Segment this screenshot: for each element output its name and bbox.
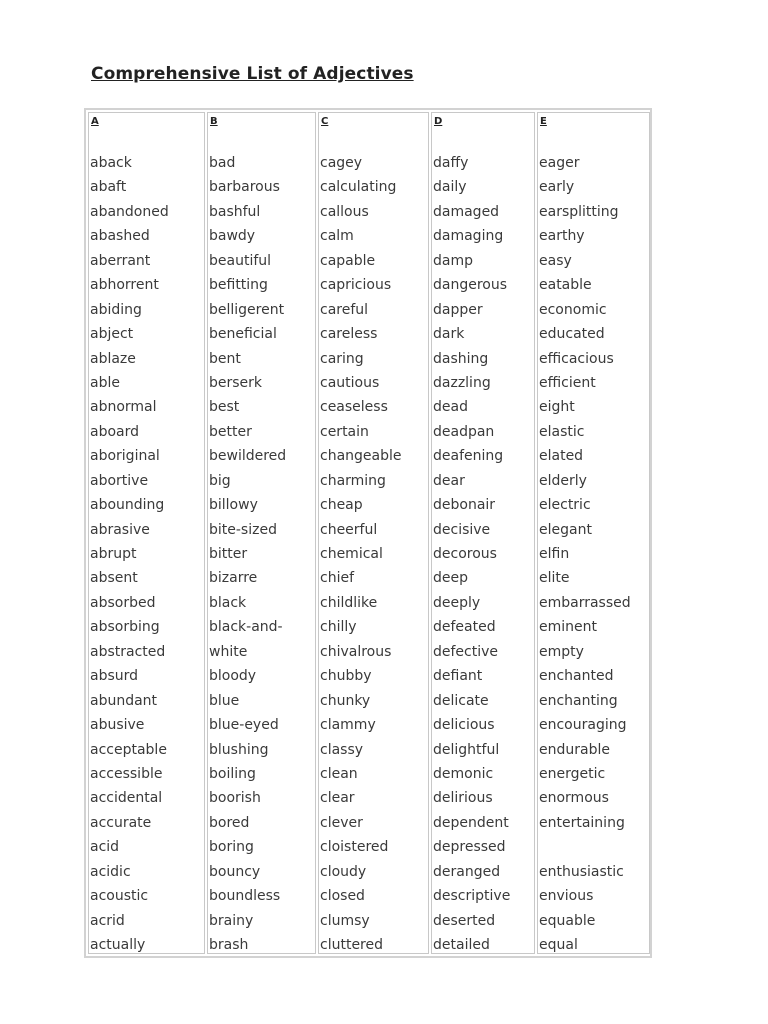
list-item: enchanted [539, 668, 614, 685]
list-item: defective [433, 643, 499, 660]
list-item: bashful [209, 203, 261, 220]
list-item: cheerful [320, 521, 378, 538]
column-d [431, 112, 535, 954]
list-item: acrid [90, 912, 125, 929]
list-item: bitter [209, 546, 248, 562]
list-item: entertaining [539, 814, 625, 831]
list-item: boundless [209, 888, 281, 905]
list-item: chunky [320, 692, 371, 709]
list-item: clear [320, 790, 355, 807]
list-item: barbarous [209, 179, 280, 196]
list-item: berserk [209, 374, 263, 391]
list-item: billowy [209, 497, 258, 514]
list-item: deep [433, 570, 468, 587]
list-item: efficacious [539, 350, 614, 367]
list-item: bite-sized [209, 521, 277, 538]
list-item: calculating [320, 179, 397, 196]
list-item: bewildered [209, 448, 287, 465]
list-item: accurate [90, 814, 152, 831]
list-item: absent [90, 570, 138, 587]
list-item: abrupt [90, 546, 137, 562]
list-item: deafening [433, 448, 504, 465]
list-item: defeated [433, 619, 496, 636]
list-item: abandoned [90, 203, 169, 220]
list-item: abounding [90, 497, 165, 514]
list-item: dazzling [433, 374, 491, 391]
list-item: big [209, 472, 231, 489]
list-item: elderly [539, 472, 587, 489]
list-item: bizarre [209, 570, 258, 587]
list-item: cloudy [320, 863, 367, 880]
list-item: defiant [433, 668, 483, 685]
list-item: efficient [539, 374, 596, 391]
list-item: ablaze [90, 350, 136, 367]
list-item: detailed [433, 937, 490, 953]
list-item: aboriginal [90, 448, 160, 465]
list-item: descriptive [433, 888, 511, 905]
list-item: blushing [209, 741, 269, 758]
list-item: elite [539, 570, 570, 587]
list-item: aboard [90, 423, 140, 440]
list-item: abhorrent [90, 277, 159, 294]
list-item: abnormal [90, 399, 157, 416]
list-item: damaged [433, 203, 500, 220]
list-item: charming [320, 472, 386, 489]
list-item: deadpan [433, 423, 495, 440]
list-item: enormous [539, 790, 609, 807]
list-item: bad [209, 155, 236, 171]
column-e [537, 112, 650, 954]
list-item: acidic [90, 863, 131, 880]
list-item: aback [90, 155, 132, 171]
list-item: chivalrous [320, 643, 392, 660]
list-item: better [209, 423, 252, 440]
column-header: D [434, 116, 443, 127]
list-item: befitting [209, 277, 268, 294]
list-item: clammy [320, 717, 376, 734]
list-item: enchanting [539, 692, 618, 709]
list-item: easy [539, 252, 572, 269]
list-item: chilly [320, 619, 357, 636]
list-item: dashing [433, 350, 489, 367]
list-item: bawdy [209, 228, 256, 245]
list-item: chemical [320, 546, 383, 562]
list-item: belligerent [209, 301, 285, 318]
list-item: callous [320, 203, 369, 220]
list-item: boorish [209, 790, 261, 807]
list-item: enthusiastic [539, 863, 624, 880]
list-item: black [209, 594, 247, 611]
list-item: elegant [539, 521, 592, 538]
list-item: boiling [209, 765, 256, 782]
list-item: envious [539, 888, 594, 905]
list-item: dead [433, 399, 468, 416]
list-item: elastic [539, 423, 585, 440]
list-item: dapper [433, 301, 483, 318]
list-item: electric [539, 497, 591, 514]
column-c [318, 112, 429, 954]
list-item: classy [320, 741, 364, 758]
list-item: damaging [433, 228, 504, 245]
list-item: damp [433, 252, 473, 269]
word-list [320, 151, 402, 954]
list-item: bouncy [209, 863, 261, 880]
list-item: encouraging [539, 717, 627, 734]
list-item: acid [90, 839, 120, 856]
word-list [90, 151, 169, 954]
list-item: cheap [320, 497, 363, 514]
list-item: eminent [539, 619, 597, 636]
list-item: calm [320, 228, 354, 245]
list-item: best [209, 399, 240, 416]
list-item: abusive [90, 717, 145, 734]
list-item: brainy [209, 912, 254, 929]
list-item [539, 835, 631, 859]
list-item: deserted [433, 912, 496, 929]
list-item: dark [433, 326, 465, 343]
word-list [433, 151, 510, 954]
list-item: deeply [433, 594, 481, 611]
list-item: cluttered [320, 937, 383, 953]
list-item: white [209, 643, 248, 660]
list-item: abashed [90, 228, 150, 245]
list-item: endurable [539, 741, 610, 758]
list-item: absurd [90, 668, 139, 685]
list-item: eight [539, 399, 575, 416]
list-item: bloody [209, 668, 257, 685]
list-item: childlike [320, 594, 378, 611]
list-item: actually [90, 937, 146, 953]
list-item: delicious [433, 717, 495, 734]
list-item: beneficial [209, 326, 277, 343]
list-item: daily [433, 179, 467, 196]
column-header: A [91, 116, 99, 127]
list-item: delicate [433, 692, 489, 709]
list-item: daffy [433, 155, 469, 171]
list-item: blue-eyed [209, 717, 279, 734]
list-item: energetic [539, 765, 606, 782]
list-item: eager [539, 155, 580, 171]
list-item: ceaseless [320, 399, 388, 416]
list-item: accidental [90, 790, 163, 807]
list-item: cloistered [320, 839, 389, 856]
list-item: changeable [320, 448, 402, 465]
list-item: aberrant [90, 252, 151, 269]
list-item: boring [209, 839, 254, 856]
list-item: chubby [320, 668, 372, 685]
column-header: C [321, 116, 329, 127]
list-item: blue [209, 692, 240, 709]
list-item: capricious [320, 277, 392, 294]
list-item: chief [320, 570, 355, 587]
column-b [207, 112, 316, 954]
list-item: empty [539, 643, 584, 660]
list-item: equable [539, 912, 596, 929]
list-item: acoustic [90, 888, 149, 905]
page-title: Comprehensive List of Adjectives [91, 64, 414, 84]
list-item: certain [320, 423, 369, 440]
list-item: delirious [433, 790, 493, 807]
list-item: equal [539, 937, 578, 953]
list-item: careless [320, 326, 378, 343]
list-item: elated [539, 448, 584, 465]
column-a [88, 112, 205, 954]
adjectives-table [84, 108, 652, 958]
list-item: careful [320, 301, 369, 318]
list-item: absorbed [90, 594, 156, 611]
list-item: able [90, 374, 120, 391]
list-item: acceptable [90, 741, 167, 758]
list-item: abject [90, 326, 134, 343]
list-item: black-and- [209, 619, 283, 636]
list-item: earsplitting [539, 203, 619, 220]
list-item: abaft [90, 179, 127, 196]
list-item: depressed [433, 839, 506, 856]
list-item: abrasive [90, 521, 150, 538]
list-item: clever [320, 814, 363, 831]
list-item: educated [539, 326, 605, 343]
list-item: debonair [433, 497, 496, 514]
list-item: abstracted [90, 643, 166, 660]
list-item: decisive [433, 521, 491, 538]
list-item: clumsy [320, 912, 370, 929]
list-item: dependent [433, 814, 509, 831]
list-item: abortive [90, 472, 149, 489]
list-item: absorbing [90, 619, 160, 636]
word-list [539, 151, 631, 954]
list-item: cautious [320, 374, 380, 391]
list-item: demonic [433, 765, 494, 782]
list-item: decorous [433, 546, 497, 562]
list-item: elfin [539, 546, 570, 562]
list-item: accessible [90, 765, 163, 782]
list-item: dangerous [433, 277, 508, 294]
list-item: economic [539, 301, 607, 318]
list-item: clean [320, 765, 358, 782]
list-item: cagey [320, 155, 363, 171]
list-item: abundant [90, 692, 158, 709]
column-header: E [540, 116, 547, 127]
list-item: caring [320, 350, 364, 367]
list-item: earthy [539, 228, 585, 245]
list-item: capable [320, 252, 376, 269]
list-item: closed [320, 888, 365, 905]
list-item: early [539, 179, 575, 196]
list-item: beautiful [209, 252, 272, 269]
list-item: bent [209, 350, 241, 367]
list-item: deranged [433, 863, 501, 880]
list-item: embarrassed [539, 594, 631, 611]
word-list [209, 151, 286, 954]
list-item: bored [209, 814, 250, 831]
list-item: delightful [433, 741, 500, 758]
list-item: dear [433, 472, 465, 489]
list-item: eatable [539, 277, 592, 294]
column-header: B [210, 116, 218, 127]
list-item: abiding [90, 301, 142, 318]
list-item: brash [209, 937, 249, 953]
